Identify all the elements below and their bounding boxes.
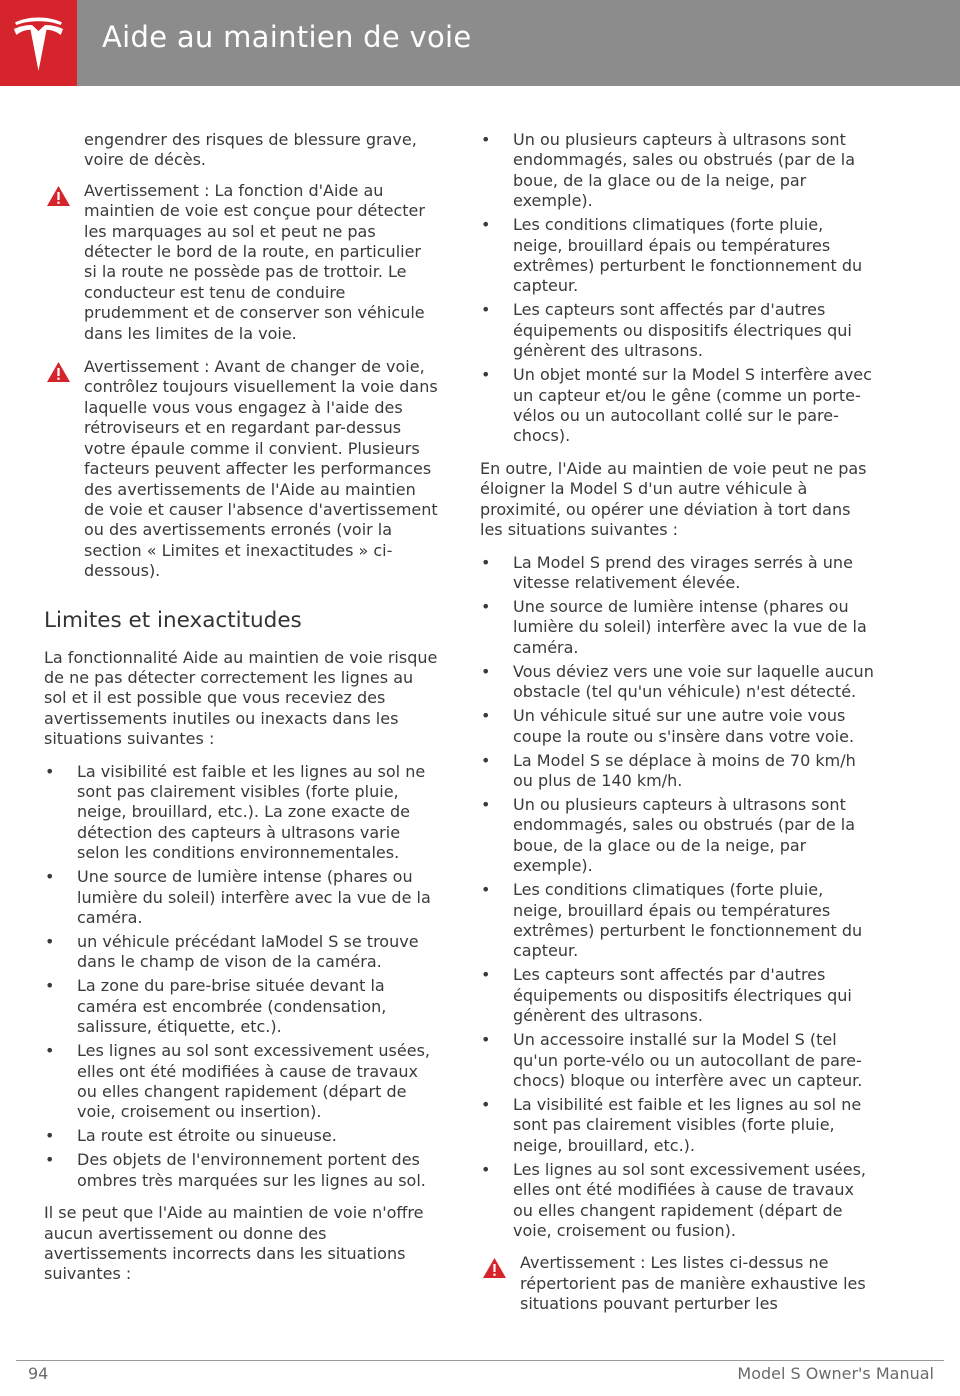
left-column [44,130,438,1297]
bullet-icon: • [45,1041,55,1061]
warning-text: Avertissement : La fonction d'Aide au maintien de voie est conçue pour détecter les marquages au sol et peut ne pas détecter le bord de la route, en particulier si la route ne possède pas de trottoir. Le conducteur est tenu de conduire prudemment et de conserver son véhicule dans les limites de la voie. [84,180,425,343]
warning-block [44,181,438,344]
list-item: • La zone du pare-brise située devant la caméra est encombrée (condensation, salissure, étiquette, etc.). [45,976,387,1037]
steering-conditions-list [480,553,874,1242]
warning-block [480,1253,874,1314]
bullet-icon: • [45,867,55,887]
bullet-icon: • [481,215,491,235]
list-item: • Une source de lumière intense (phares ou lumière du soleil) interfère avec la vue de la caméra. [481,596,867,657]
page-title: Aide au maintien de voie [102,20,472,54]
list-item: • La route est étroite ou sinueuse. [45,1126,337,1146]
warning-triangle-icon [46,361,71,383]
warning-text: Avertissement : Les listes ci-dessus ne répertorient pas de manière exhaustive les situations pouvant perturber les [520,1253,866,1314]
warning-triangle-icon [482,1257,507,1279]
list-item: • Les capteurs sont affectés par d'autres équipements ou dispositifs électriques qui génèrent des ultrasons. [481,300,852,361]
bullet-icon: • [481,596,491,616]
bullet-icon: • [45,976,55,996]
list-item: • un véhicule précédant laModel S se trouve dans le champ de vison de la caméra. [45,932,419,972]
bullet-icon: • [481,965,491,985]
middle-paragraph: En outre, l'Aide au maintien de voie peut ne pas éloigner la Model S d'un autre véhicule à proximité, ou opérer une déviation à tort dans les situations suivantes : [480,458,867,540]
limitations-list [44,762,438,1192]
list-item: • Les lignes au sol sont excessivement usées, elles ont été modifiées à cause de travaux ou elles changent rapidement (départ de voie, croisement ou insertion). [45,1041,430,1122]
bullet-icon: • [481,661,491,681]
brand-logo-box [0,0,77,86]
list-item: • La visibilité est faible et les lignes au sol ne sont pas clairement visibles (forte pluie, neige, brouillard, etc.). La zone exacte de détection des capteurs à ultrasons varie selon les conditions environnementales. [45,761,426,863]
warning-text: Avertissement : Avant de changer de voie, contrôlez toujours visuellement la voie dans laquelle vous vous engagez à l'aide des rétroviseurs et en regardant par-dessus votre épaule comme il convient. Plusieurs facteurs peuvent affecter les performances des avertissements de l'Aide au maintien de voie et causer l'absence d'avertissement ou des avertissements erronés (voir la section « Limites et inexactitudes » ci-dessous). [84,357,438,581]
bullet-icon: • [45,1126,55,1146]
list-item: • Les capteurs sont affectés par d'autres équipements ou dispositifs électriques qui génèrent des ultrasons. [481,965,852,1026]
list-item: • Une source de lumière intense (phares ou lumière du soleil) interfère avec la vue de la caméra. [45,867,431,927]
bullet-icon: • [481,552,491,572]
list-item: • Un véhicule situé sur une autre voie vous coupe la route ou s'insère dans votre voie. [481,706,855,746]
bullet-icon: • [481,1159,491,1179]
warning-block [44,357,438,581]
list-item: • La Model S prend des virages serrés à une vitesse relativement élevée. [481,552,853,592]
list-item: • Un ou plusieurs capteurs à ultrasons sont endommagés, sales ou obstrués (par de la boue, de la glace ou de la neige, par exemple). [481,130,856,211]
list-item: • Les lignes au sol sont excessivement usées, elles ont été modifiées à cause de travaux ou elles changent rapidement (départ de voie, croisement ou fusion). [481,1159,866,1241]
list-item: • La visibilité est faible et les lignes au sol ne sont pas clairement visibles (forte pluie, neige, brouillard, etc.). [481,1095,862,1155]
bullet-icon: • [481,1030,491,1050]
bullet-icon: • [481,130,491,149]
bullet-icon: • [481,1095,491,1114]
list-item: • Un objet monté sur la Model S interfère avec un capteur et/ou le gêne (comme un porte-vélos ou un autocollant collé sur le pare-chocs). [481,365,872,446]
list-item: • Vous déviez vers une voie sur laquelle aucun obstacle (tel qu'un véhicule) n'est détecté. [481,661,874,702]
bullet-icon: • [45,761,55,781]
page-header [0,0,960,86]
bullet-icon: • [481,794,491,814]
footer-divider [16,1360,944,1361]
bullet-icon: • [45,932,55,951]
sensor-conditions-list [480,130,874,447]
bullet-icon: • [481,750,491,770]
bullet-icon: • [481,365,491,385]
bullet-icon: • [481,706,491,726]
right-column [480,130,874,1328]
tesla-logo-icon [12,14,65,72]
section-heading: Limites et inexactitudes [44,607,302,633]
warning-triangle-icon [46,185,71,207]
list-item: • La Model S se déplace à moins de 70 km/h ou plus de 140 km/h. [481,750,856,790]
list-item: • Un accessoire installé sur la Model S (tel qu'un porte-vélo ou un autocollant de pare-chocs) bloque ou interfère avec un capteur. [481,1030,863,1090]
closing-paragraph: Il se peut que l'Aide au maintien de voie n'offre aucun avertissement ou donne des avertissements incorrects dans les situations suivantes : [44,1203,424,1284]
page-number: 94 [28,1364,49,1383]
section-intro: La fonctionnalité Aide au maintien de voie risque de ne pas détecter correctement les lignes au sol et il est possible que vous receviez des avertissements inutiles ou inexacts dans les situations suivantes : [44,647,438,749]
bullet-icon: • [481,880,491,900]
list-item: • Des objets de l'environnement portent des ombres très marquées sur les lignes au sol. [45,1150,426,1190]
list-item: • Un ou plusieurs capteurs à ultrasons sont endommagés, sales ou obstrués (par de la boue, de la glace ou de la neige, par exemple). [481,794,856,876]
bullet-icon: • [481,300,491,320]
list-item: • Les conditions climatiques (forte pluie, neige, brouillard épais ou températures extrêmes) perturbent le fonctionnement du capteur. [481,880,863,961]
list-item: • Les conditions climatiques (forte pluie, neige, brouillard épais ou températures extrêmes) perturbent le fonctionnement du capteur. [481,215,863,296]
manual-name: Model S Owner's Manual [737,1364,934,1383]
bullet-icon: • [45,1150,55,1170]
continuation-text: engendrer des risques de blessure grave, voire de décès. [84,130,417,170]
